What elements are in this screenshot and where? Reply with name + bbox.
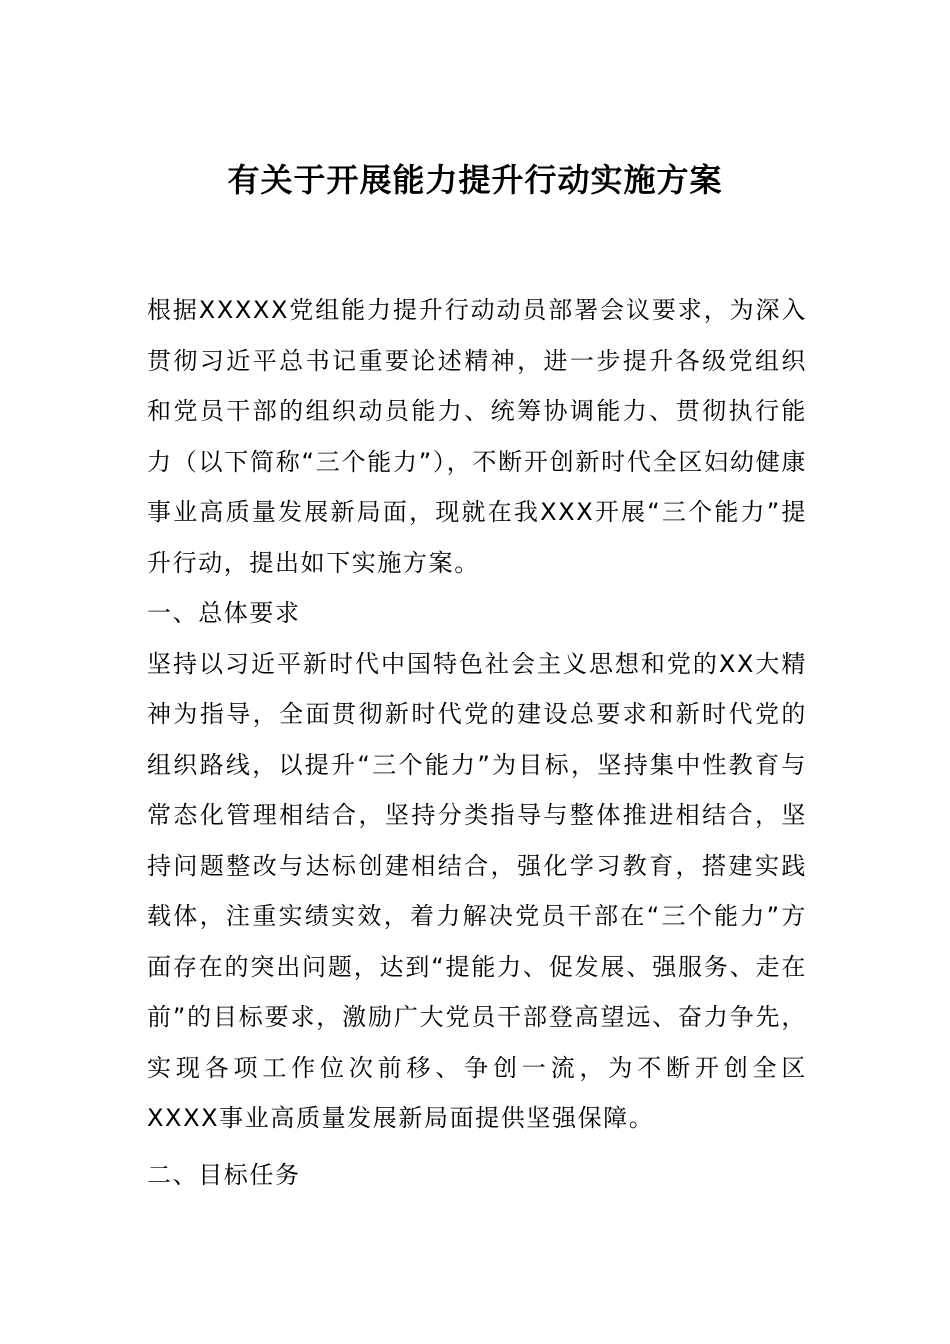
overall-requirements-paragraph: 坚持以习近平新时代中国特色社会主义思想和党的XX大精神为指导，全面贯彻新时代党的建设总要求和新时代党的组织路线，以提升“三个能力”为目标，坚持集中性教育与常态化管理相结合，坚持分类指导与整体推进相结合，坚持问题整改与达标创建相结合，强化学习教育，搭建实践载体，注重实绩实效，着力解决党员干部在“三个能力”方面存在的突出问题，达到“提能力、促发展、强服务、走在前”的目标要求，激励广大党员干部登高望远、奋力争先，实现各项工作位次前移、争创一流，为不断开创全区XXXX事业高质量发展新局面提供坚强保障。 bbox=[147, 649, 807, 1132]
document-body bbox=[147, 285, 807, 1200]
intro-paragraph: 根据XXXXX党组能力提升行动动员部署会议要求，为深入贯彻习近平总书记重要论述精神，进一步提升各级党组织和党员干部的组织动员能力、统筹协调能力、贯彻执行能力（以下简称“三个能力”），不断开创新时代全区妇幼健康事业高质量发展新局面，现就在我XXX开展“三个能力”提升行动，提出如下实施方案。 bbox=[147, 296, 807, 577]
section-heading-goals-tasks: 二、目标任务 bbox=[147, 1160, 301, 1189]
section-heading-overall-requirements: 一、总体要求 bbox=[147, 599, 301, 627]
document-title: 有关于开展能力提升行动实施方案 bbox=[227, 161, 723, 199]
